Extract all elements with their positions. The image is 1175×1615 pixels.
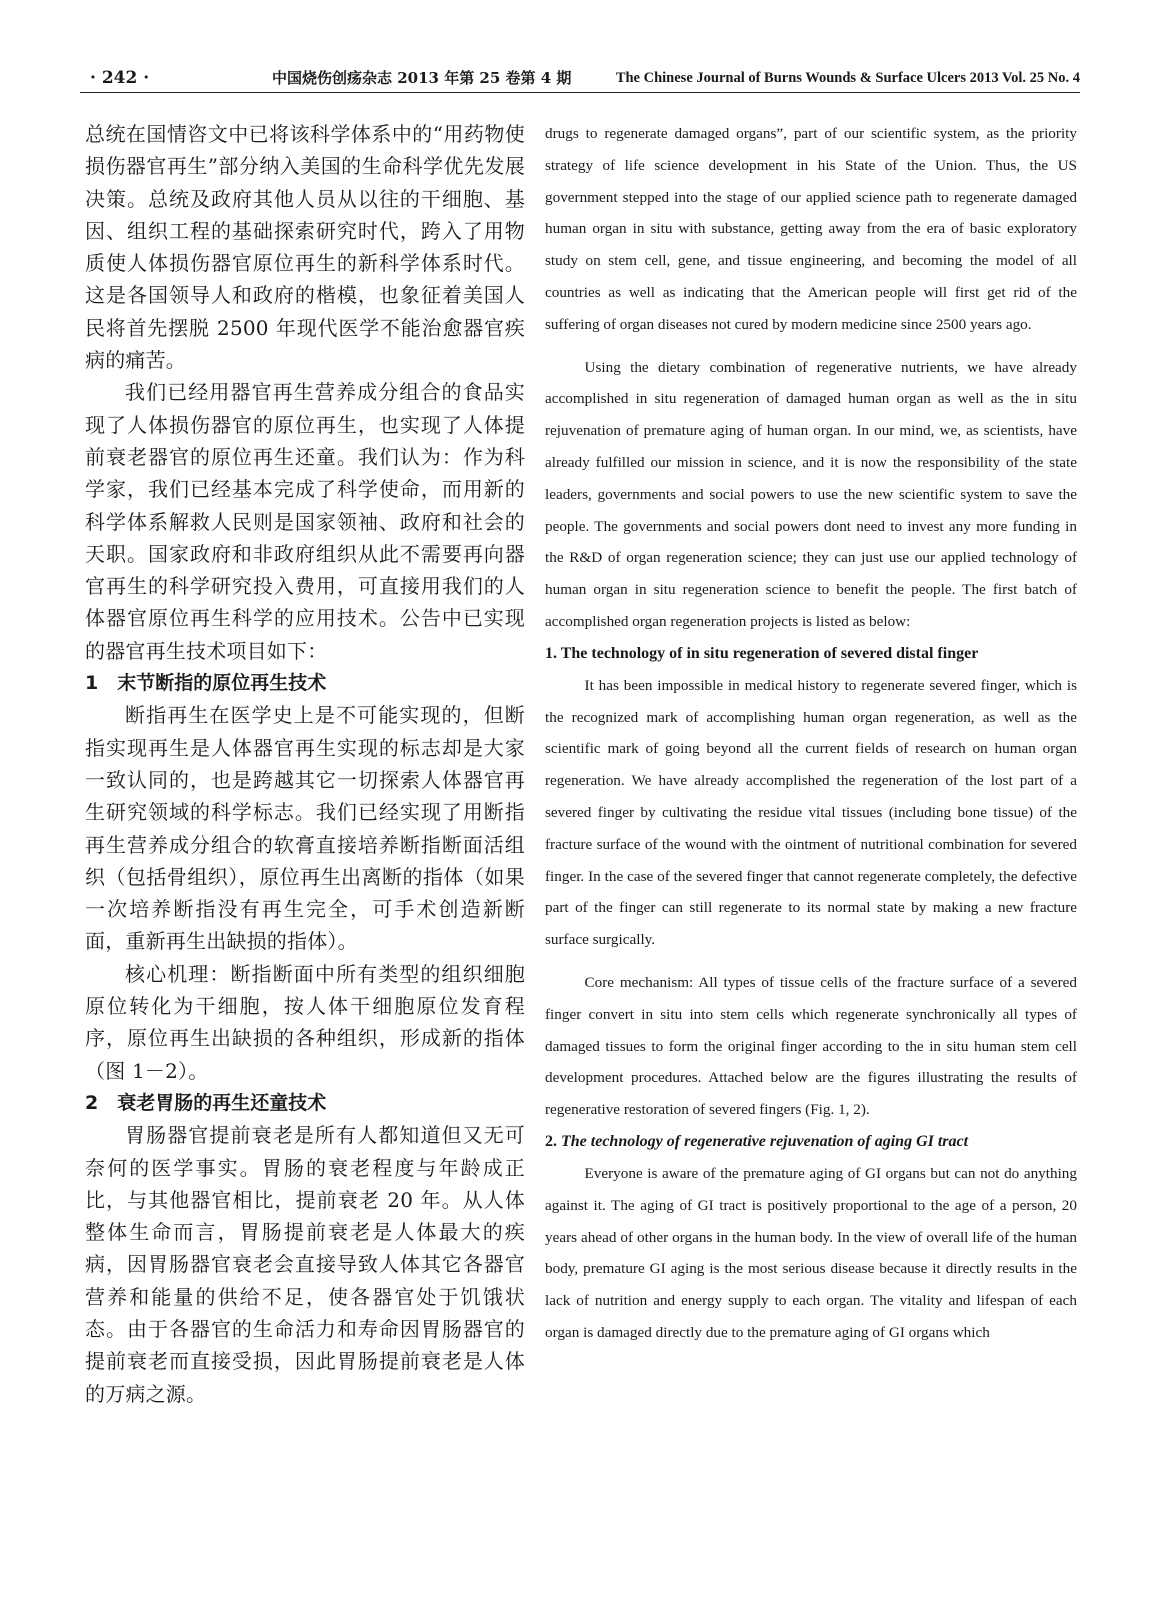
section-heading-number: 2. [545,1132,557,1150]
english-text-column [545,118,1077,1578]
journal-title-english: The Chinese Journal of Burns Wounds & Surface Ulcers 2013 Vol. 25 No. 4 [615,70,1080,86]
paragraph: 断指再生在医学史上是不可能实现的，但断指实现再生是人体器官再生实现的标志却是大家一致认同的，也是跨越其它一切探索人体器官再生研究领域的科学标志。我们已经实现了用断指再生营养成分组合的软膏直接培养断指断面活组织（包括骨组织），原位再生出离断的指体（如果一次培养断指没有再生完全，可手术创造新断面，重新再生出缺损的指体）。 [85,703,525,954]
paragraph: 核心机理：断指断面中所有类型的组织细胞原位转化为干细胞，按人体干细胞原位发育程序，原位再生出缺损的各种组织，形成新的指体（图 1－2）。 [85,961,525,1083]
section-heading-1: 1. The technology of in situ regeneration of severed distal finger [545,644,979,662]
paragraph: 我们已经用器官再生营养成分组合的食品实现了人体损伤器官的原位再生，也实现了人体提前衰老器官的原位再生还童。我们认为：作为科学家，我们已经基本完成了科学使命，而用新的科学体系解救人民则是国家领袖、政府和社会的天职。国家政府和非政府组织从此不需要再向器官再生的科学研究投入费用，可直接用我们的人体器官原位再生科学的应用技术。公告中已实现的器官再生技术项目如下： [85,380,525,663]
section-heading-2: 2 衰老胃肠的再生还童技术 [85,1091,327,1114]
paragraph: Using the dietary combination of regenerative nutrients, we have already accomplished in situ regeneration of damaged human organ as well as the in situ rejuvenation of premature aging of human organ. In our mind, we, as scientists, have already fulfilled our mission in science, and it is now the responsibility of the state leaders, governments and social powers to use the new scientific system to save the people. The governments and social powers dont need to invest any more funding in the R&D of organ regeneration science; they can just use our applied technology of human organ in situ regeneration science to benefit the people. The first batch of accomplished organ regeneration projects is listed as below: [545,358,1077,630]
section-heading-2 [545,1126,1077,1158]
page-number: · 242 · [90,68,150,88]
paragraph: It has been impossible in medical history to regenerate severed finger, which is the recognized mark of accomplishing human organ regeneration, as well as the scientific mark of going beyond all the current fields of research on human organ regeneration. We have already accomplished the regeneration of the lost part of a severed finger by cultivating the residue vital tissues (including bone tissue) of the fracture surface of the wound with the ointment of nutritional combination for severed finger. In the case of the severed finger that cannot regenerate completely, the defective part of the finger can still regenerate to its normal state by making a new fracture surface surgically. [545,676,1077,949]
paragraph-continued: drugs to regenerate damaged organs”, part of our scientific system, as the priority strategy of life science development in his State of the Union. Thus, the US government stepped into the stage of our applied science path to regenerate damaged human organ in situ with substance, getting away from the era of basic exploratory study on stem cell, gene, and tissue engineering, and becoming the model of all countries as well as indicating that the American people will first get rid of the suffering of organ diseases not cured by modern medicine since 2500 years ago. [545,125,1077,333]
paragraph: Everyone is aware of the premature aging of GI organs but can not do anything against it. The aging of GI tract is positively proportional to the age of a person, 20 years ahead of other organs in the human body. In the view of overall life of the human body, premature GI aging is the most serious disease because it directly results in the lack of nutrition and energy supply to each organ. The vitality and lifespan of each organ is damaged directly due to the premature aging of GI organs which [545,1164,1077,1341]
section-heading-text: The technology of regenerative rejuvenation of aging GI tract [561,1132,969,1150]
running-header [80,68,1080,93]
journal-title-chinese: 中国烧伤创疡杂志 2013 年第 25 卷第 4 期 [272,69,572,87]
section-heading-1: 1 末节断指的原位再生技术 [85,672,327,695]
paragraph-continued: 总统在国情咨文中已将该科学体系中的“用药物使损伤器官再生”部分纳入美国的生命科学优先发展决策。总统及政府其他人员从以往的干细胞、基因、组织工程的基础探索研究时代，跨入了用物质使人体损伤器官原位再生的新科学体系时代。这是各国领导人和政府的楷模，也象征着美国人民将首先摆脱 2500 年现代医学不能治愈器官疾病的痛苦。 [85,122,525,373]
paragraph: Core mechanism: All types of tissue cells of the fracture surface of a severed finger convert in situ into stem cells which regenerate synchronically all types of damaged tissues to form the original finger according to the in situ human stem cell development procedures. Attached below are the figures illustrating the results of regenerative restoration of severed fingers (Fig. 1, 2). [545,973,1077,1119]
chinese-text-column [85,118,525,1568]
paragraph: 胃肠器官提前衰老是所有人都知道但又无可奈何的医学事实。胃肠的衰老程度与年龄成正比，与其他器官相比，提前衰老 20 年。从人体整体生命而言，胃肠提前衰老是人体最大的疾病，因胃肠器官衰老会直接导致人体其它各器官营养和能量的供给不足，使各器官处于饥饿状态。由于各器官的生命活力和寿命因胃肠器官的提前衰老而直接受损，因此胃肠提前衰老是人体的万病之源。 [85,1123,525,1406]
